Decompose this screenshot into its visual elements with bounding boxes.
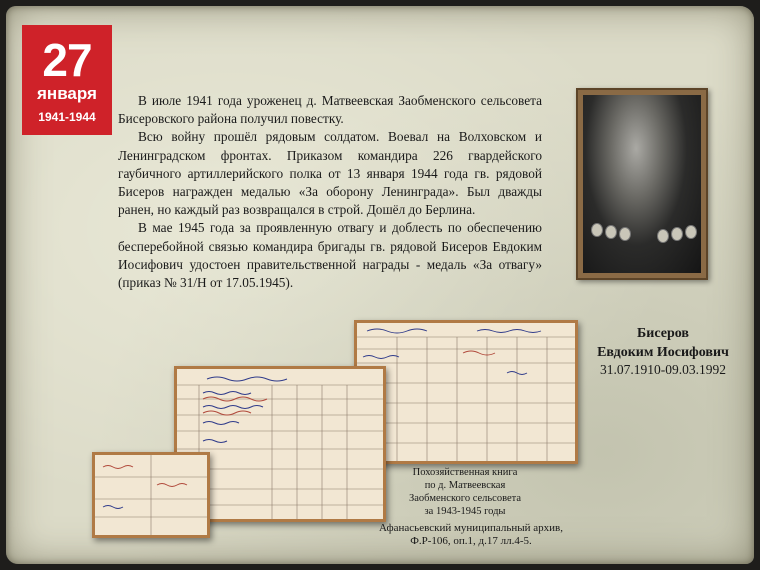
biography-text [118, 92, 542, 292]
medal-icon [657, 229, 669, 243]
medal-icon [671, 227, 683, 241]
person-given-names: Евдоким Иосифович [597, 345, 729, 360]
archive-document-scan-1 [354, 320, 578, 464]
archive-line: Ф.Р-106, оп.1, д.17 лл.4-5. [410, 535, 532, 547]
date-badge [22, 25, 112, 135]
date-day: 27 [42, 34, 92, 86]
bio-paragraph: Всю войну прошёл рядовым солдатом. Воевал на Волховском и Ленинградском фронтах. Приказом командира 226 гвардейского гаубичного артиллерийского полка от 13 января 1944 года гв. рядовой Бисеров награжден медалью «За оборону Ленинграда». Был дважды ранен, но каждый раз возвращался в строй. Дошёл до Берлина. [118, 129, 542, 218]
caption-line: Похозяйственная книга [412, 467, 518, 478]
caption-line: по д. Матвеевская [424, 480, 506, 491]
archive-document-scan-3 [92, 452, 210, 538]
medal-icon [591, 223, 603, 237]
archive-line: Афанасьевский муниципальный архив, [379, 522, 563, 534]
caption-line: Заобменского сельсовета [408, 493, 522, 504]
person-life-dates: 31.07.1910-09.03.1992 [600, 362, 726, 377]
bio-paragraph: В июле 1941 года уроженец д. Матвеевская Заобменского сельсовета Бисеровского района получил повестку. [118, 93, 542, 127]
documents-caption [380, 466, 550, 518]
person-name [578, 324, 748, 362]
portrait-frame [576, 88, 708, 280]
portrait-photo [583, 95, 701, 273]
date-years: 1941-1944 [38, 110, 96, 124]
medal-icon [605, 225, 617, 239]
bio-paragraph: В мае 1945 года за проявленную отвагу и доблесть по обеспечению бесперебойной связью командира бригады гв. рядовой Бисеров Евдоким Иосифович удостоен правительственной награды - медаль «За отвагу» (приказ № 31/Н от 17.05.1945). [118, 220, 542, 291]
person-surname: Бисеров [637, 326, 689, 341]
medal-icon [619, 227, 631, 241]
medal-icon [685, 225, 697, 239]
caption-line: за 1943-1945 годы [424, 506, 506, 517]
archive-reference [366, 522, 576, 548]
date-month: января [37, 84, 97, 103]
